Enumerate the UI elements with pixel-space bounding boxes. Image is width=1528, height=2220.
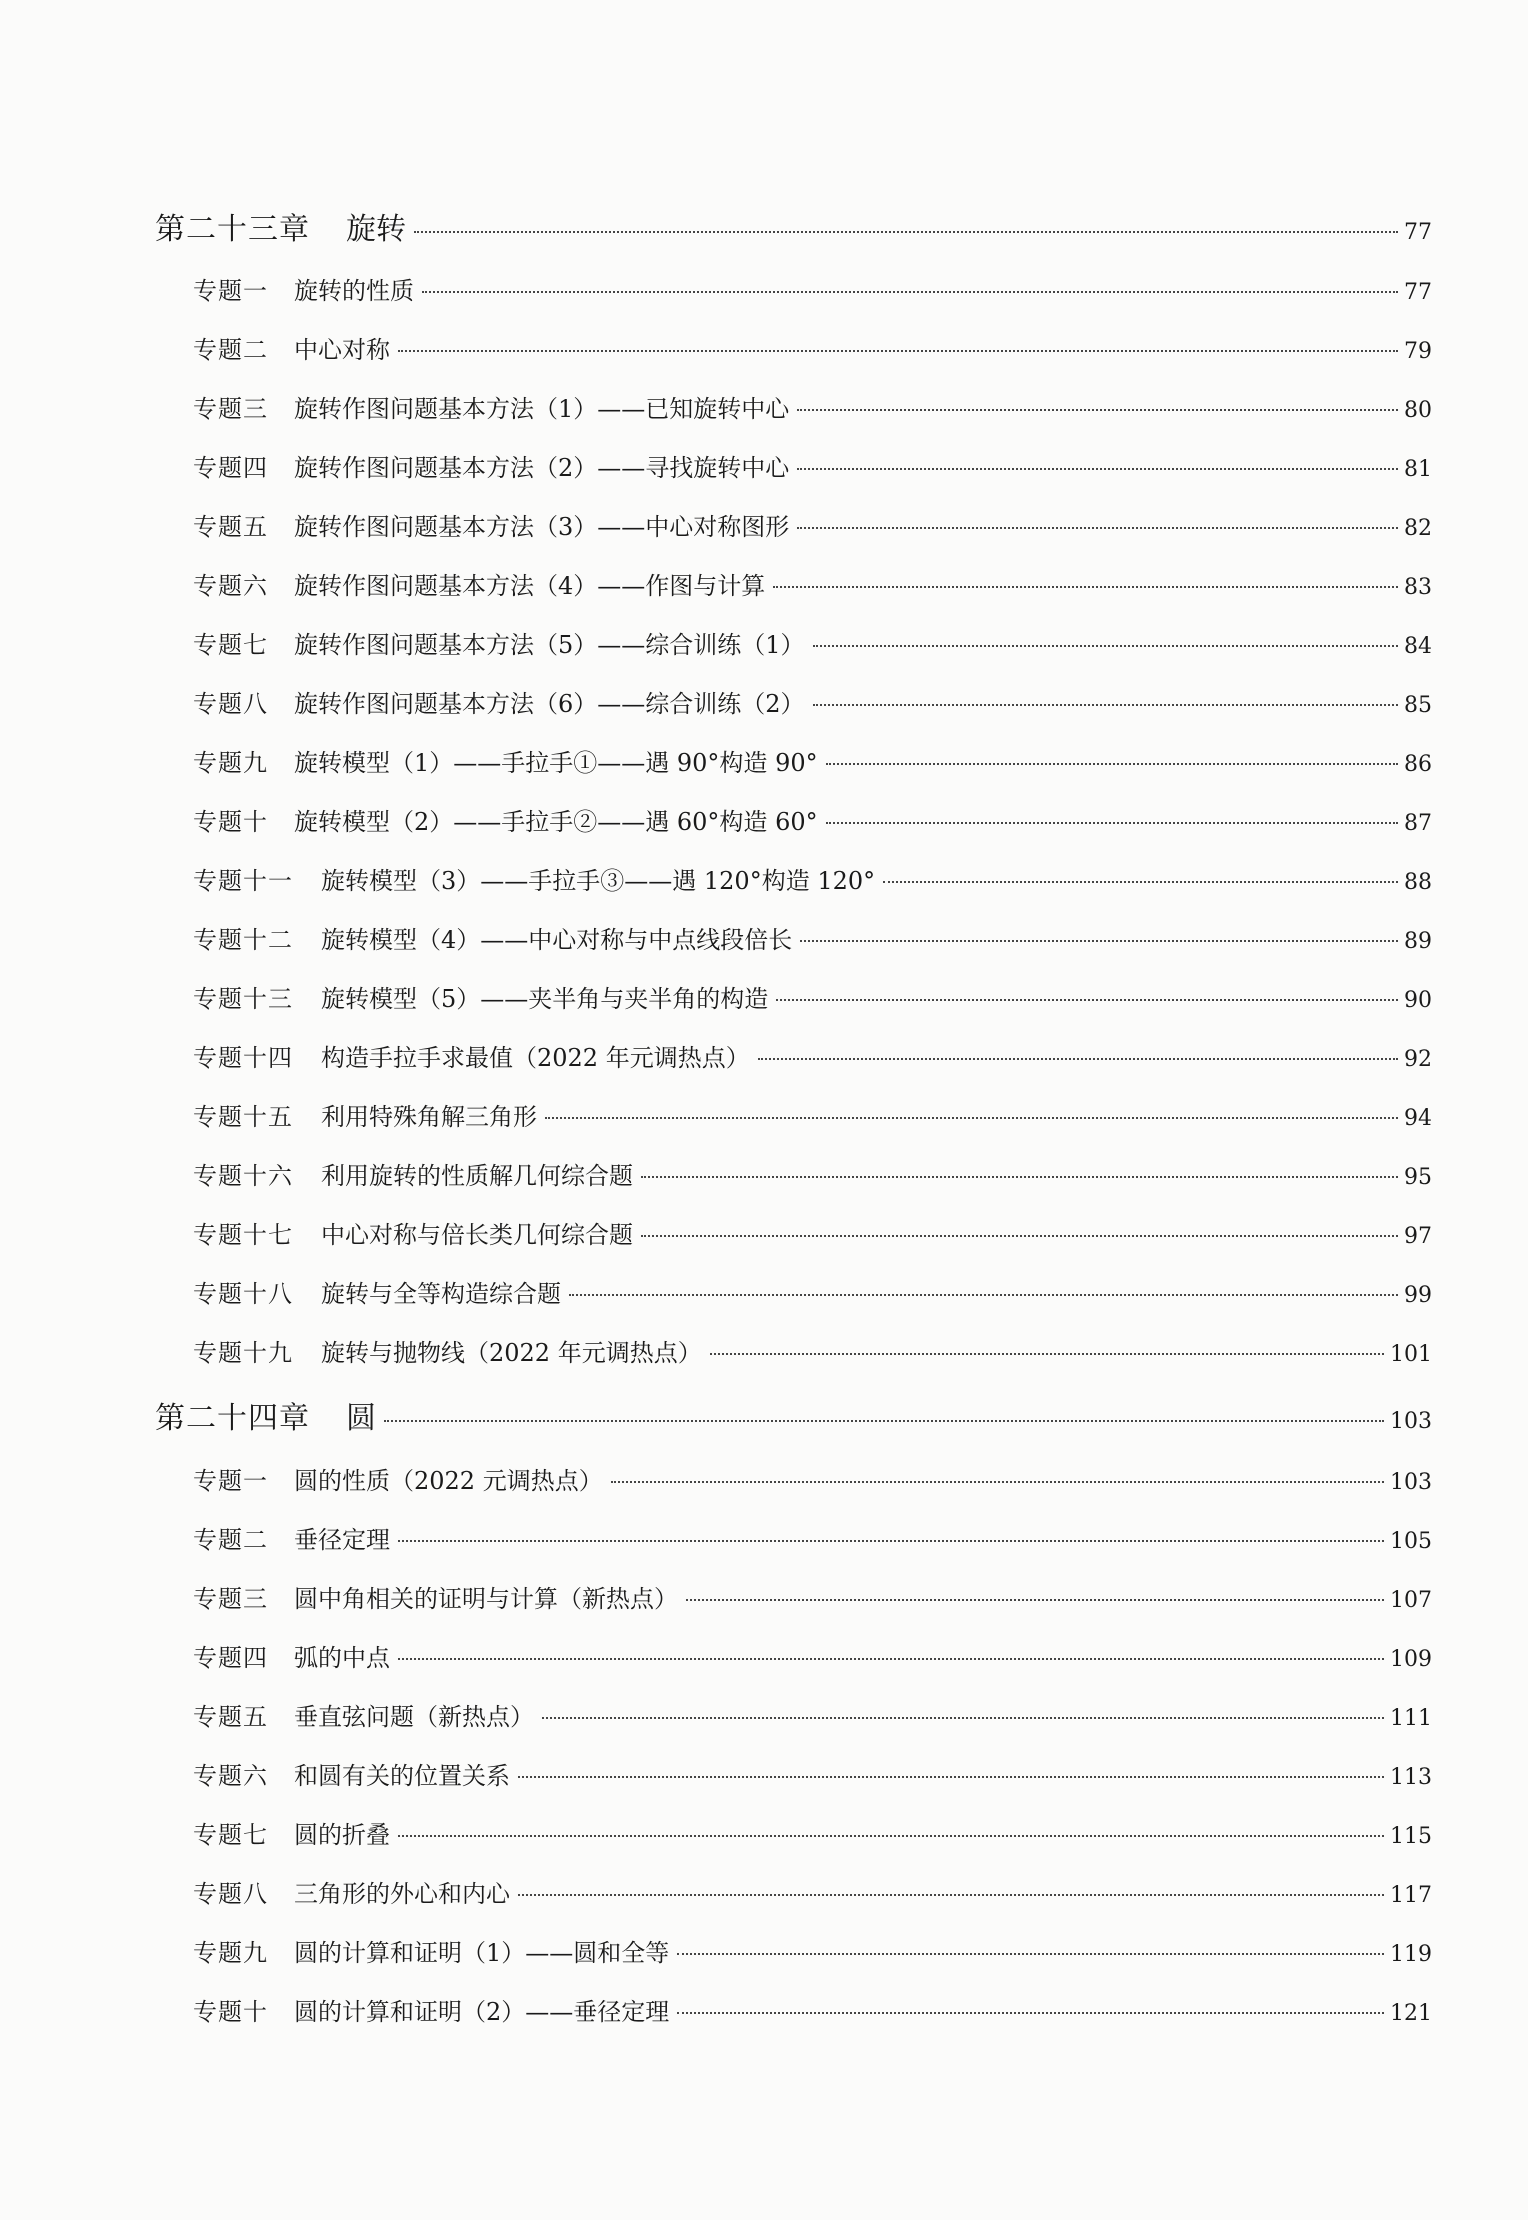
dot-leader bbox=[569, 1294, 1398, 1296]
toc-section[interactable] bbox=[193, 1579, 1432, 1614]
section-title: 利用旋转的性质解几何综合题 bbox=[321, 1162, 633, 1190]
toc-section[interactable] bbox=[193, 1638, 1432, 1673]
section-page-number: 87 bbox=[1404, 811, 1432, 836]
dot-leader bbox=[641, 1176, 1398, 1178]
section-title: 旋转作图问题基本方法（6）——综合训练（2） bbox=[294, 690, 805, 718]
toc-section[interactable] bbox=[193, 1097, 1432, 1132]
toc-section[interactable] bbox=[193, 1038, 1432, 1073]
section-title: 旋转作图问题基本方法（1）——已知旋转中心 bbox=[294, 395, 790, 423]
dot-leader bbox=[797, 468, 1398, 470]
dot-leader bbox=[398, 350, 1398, 352]
toc-section[interactable] bbox=[193, 1697, 1432, 1732]
dot-leader bbox=[398, 1835, 1384, 1837]
dot-leader bbox=[542, 1717, 1384, 1719]
section-page-number: 113 bbox=[1390, 1765, 1432, 1790]
toc-section[interactable] bbox=[193, 507, 1432, 542]
section-title: 旋转模型（4）——中心对称与中点线段倍长 bbox=[321, 926, 793, 954]
dot-leader bbox=[518, 1894, 1384, 1896]
toc-section[interactable] bbox=[193, 684, 1432, 719]
section-page-number: 95 bbox=[1404, 1165, 1432, 1190]
section-number: 专题五 bbox=[193, 1703, 268, 1731]
section-title: 构造手拉手求最值（2022 年元调热点） bbox=[321, 1044, 750, 1072]
toc-section[interactable] bbox=[193, 1874, 1432, 1909]
section-title: 中心对称 bbox=[294, 336, 390, 364]
section-title: 垂直弦问题（新热点） bbox=[294, 1703, 534, 1731]
dot-leader bbox=[797, 409, 1398, 411]
dot-leader bbox=[398, 1540, 1384, 1542]
dot-leader bbox=[826, 763, 1398, 765]
section-title: 旋转与全等构造综合题 bbox=[321, 1280, 561, 1308]
section-number: 专题二 bbox=[193, 336, 268, 364]
dot-leader bbox=[813, 645, 1398, 647]
toc-section[interactable] bbox=[193, 625, 1432, 660]
section-page-number: 82 bbox=[1404, 516, 1432, 541]
section-number: 专题十三 bbox=[193, 985, 293, 1013]
section-number: 专题十七 bbox=[193, 1221, 293, 1249]
section-page-number: 109 bbox=[1390, 1647, 1432, 1672]
dot-leader bbox=[758, 1058, 1398, 1060]
dot-leader bbox=[677, 2012, 1384, 2014]
toc-section[interactable] bbox=[193, 1274, 1432, 1309]
toc-section[interactable] bbox=[193, 1756, 1432, 1791]
section-title: 旋转作图问题基本方法（4）——作图与计算 bbox=[294, 572, 766, 600]
dot-leader bbox=[398, 1658, 1384, 1660]
chapter-title: 旋转 bbox=[346, 212, 406, 247]
section-number: 专题四 bbox=[193, 454, 268, 482]
dot-leader bbox=[797, 527, 1398, 529]
chapter-page-number: 77 bbox=[1404, 220, 1432, 245]
section-page-number: 99 bbox=[1404, 1283, 1432, 1308]
section-number: 专题四 bbox=[193, 1644, 268, 1672]
toc-section[interactable] bbox=[193, 1333, 1432, 1368]
section-title: 旋转作图问题基本方法（3）——中心对称图形 bbox=[294, 513, 790, 541]
section-number: 专题八 bbox=[193, 690, 268, 718]
section-page-number: 90 bbox=[1404, 988, 1432, 1013]
dot-leader bbox=[826, 822, 1398, 824]
section-number: 专题三 bbox=[193, 1585, 268, 1613]
toc-section[interactable] bbox=[193, 566, 1432, 601]
toc-section[interactable] bbox=[193, 920, 1432, 955]
dot-leader bbox=[611, 1481, 1384, 1483]
section-number: 专题十四 bbox=[193, 1044, 293, 1072]
section-page-number: 121 bbox=[1390, 2001, 1432, 2026]
section-number: 专题十二 bbox=[193, 926, 293, 954]
dot-leader bbox=[773, 586, 1398, 588]
section-page-number: 81 bbox=[1404, 457, 1432, 482]
chapter-number: 第二十四章 bbox=[155, 1401, 310, 1436]
dot-leader bbox=[422, 291, 1398, 293]
toc-section[interactable] bbox=[193, 1156, 1432, 1191]
section-number: 专题十五 bbox=[193, 1103, 293, 1131]
toc-chapter-24[interactable] bbox=[155, 1393, 1432, 1437]
section-page-number: 92 bbox=[1404, 1047, 1432, 1072]
section-page-number: 119 bbox=[1390, 1942, 1432, 1967]
section-page-number: 94 bbox=[1404, 1106, 1432, 1131]
section-page-number: 107 bbox=[1390, 1588, 1432, 1613]
section-page-number: 111 bbox=[1390, 1706, 1432, 1731]
toc-section[interactable] bbox=[193, 330, 1432, 365]
section-number: 专题十九 bbox=[193, 1339, 293, 1367]
section-page-number: 115 bbox=[1390, 1824, 1432, 1849]
chapter-title: 圆 bbox=[346, 1401, 376, 1436]
section-title: 圆的计算和证明（2）——垂径定理 bbox=[294, 1998, 670, 2026]
section-number: 专题八 bbox=[193, 1880, 268, 1908]
section-page-number: 105 bbox=[1390, 1529, 1432, 1554]
dot-leader bbox=[677, 1953, 1384, 1955]
section-number: 专题九 bbox=[193, 1939, 268, 1967]
section-title: 旋转模型（2）——手拉手②——遇 60°构造 60° bbox=[294, 808, 818, 836]
section-number: 专题六 bbox=[193, 572, 268, 600]
section-page-number: 103 bbox=[1390, 1470, 1432, 1495]
section-number: 专题三 bbox=[193, 395, 268, 423]
dot-leader bbox=[518, 1776, 1384, 1778]
toc-section[interactable] bbox=[193, 1520, 1432, 1555]
dot-leader bbox=[710, 1353, 1384, 1355]
section-title: 圆的计算和证明（1）——圆和全等 bbox=[294, 1939, 670, 1967]
dot-leader bbox=[384, 1420, 1384, 1422]
section-title: 圆中角相关的证明与计算（新热点） bbox=[294, 1585, 678, 1613]
section-page-number: 79 bbox=[1404, 339, 1432, 364]
section-number: 专题十 bbox=[193, 808, 268, 836]
section-title: 圆的性质（2022 元调热点） bbox=[294, 1467, 603, 1495]
section-title: 旋转模型（3）——手拉手③——遇 120°构造 120° bbox=[321, 867, 876, 895]
section-page-number: 88 bbox=[1404, 870, 1432, 895]
section-number: 专题十一 bbox=[193, 867, 293, 895]
section-title: 圆的折叠 bbox=[294, 1821, 390, 1849]
dot-leader bbox=[883, 881, 1398, 883]
toc-section[interactable] bbox=[193, 802, 1432, 837]
section-page-number: 117 bbox=[1390, 1883, 1432, 1908]
dot-leader bbox=[686, 1599, 1384, 1601]
section-title: 旋转模型（1）——手拉手①——遇 90°构造 90° bbox=[294, 749, 818, 777]
toc-section[interactable] bbox=[193, 1215, 1432, 1250]
toc-chapter-23[interactable] bbox=[155, 204, 1432, 248]
toc-section[interactable] bbox=[193, 1933, 1432, 1968]
chapter-number: 第二十三章 bbox=[155, 212, 310, 247]
section-title: 旋转作图问题基本方法（5）——综合训练（1） bbox=[294, 631, 805, 659]
section-page-number: 89 bbox=[1404, 929, 1432, 954]
section-number: 专题一 bbox=[193, 1467, 268, 1495]
dot-leader bbox=[813, 704, 1398, 706]
section-page-number: 83 bbox=[1404, 575, 1432, 600]
toc-section[interactable] bbox=[193, 861, 1432, 896]
section-number: 专题九 bbox=[193, 749, 268, 777]
section-number: 专题十 bbox=[193, 1998, 268, 2026]
section-page-number: 80 bbox=[1404, 398, 1432, 423]
section-title: 弧的中点 bbox=[294, 1644, 390, 1672]
section-title: 和圆有关的位置关系 bbox=[294, 1762, 510, 1790]
section-number: 专题十八 bbox=[193, 1280, 293, 1308]
toc-section[interactable] bbox=[193, 1992, 1432, 2027]
section-title: 旋转的性质 bbox=[294, 277, 414, 305]
section-page-number: 86 bbox=[1404, 752, 1432, 777]
section-title: 中心对称与倍长类几何综合题 bbox=[321, 1221, 633, 1249]
dot-leader bbox=[641, 1235, 1398, 1237]
toc-section[interactable] bbox=[193, 389, 1432, 424]
section-page-number: 77 bbox=[1404, 280, 1432, 305]
section-page-number: 85 bbox=[1404, 693, 1432, 718]
section-number: 专题六 bbox=[193, 1762, 268, 1790]
chapter-page-number: 103 bbox=[1390, 1409, 1432, 1434]
section-number: 专题二 bbox=[193, 1526, 268, 1554]
dot-leader bbox=[414, 231, 1398, 233]
section-title: 三角形的外心和内心 bbox=[294, 1880, 510, 1908]
toc-section[interactable] bbox=[193, 743, 1432, 778]
dot-leader bbox=[800, 940, 1398, 942]
section-number: 专题七 bbox=[193, 631, 268, 659]
section-number: 专题十六 bbox=[193, 1162, 293, 1190]
dot-leader bbox=[776, 999, 1398, 1001]
section-title: 利用特殊角解三角形 bbox=[321, 1103, 537, 1131]
section-title: 旋转模型（5）——夹半角与夹半角的构造 bbox=[321, 985, 769, 1013]
section-number: 专题五 bbox=[193, 513, 268, 541]
dot-leader bbox=[545, 1117, 1398, 1119]
toc-section[interactable] bbox=[193, 1461, 1432, 1496]
section-page-number: 101 bbox=[1390, 1342, 1432, 1367]
toc-section[interactable] bbox=[193, 271, 1432, 306]
section-title: 垂径定理 bbox=[294, 1526, 390, 1554]
section-title: 旋转作图问题基本方法（2）——寻找旋转中心 bbox=[294, 454, 790, 482]
toc-section[interactable] bbox=[193, 448, 1432, 483]
section-number: 专题七 bbox=[193, 1821, 268, 1849]
section-number: 专题一 bbox=[193, 277, 268, 305]
section-title: 旋转与抛物线（2022 年元调热点） bbox=[321, 1339, 702, 1367]
toc-section[interactable] bbox=[193, 979, 1432, 1014]
section-page-number: 84 bbox=[1404, 634, 1432, 659]
section-page-number: 97 bbox=[1404, 1224, 1432, 1249]
toc-section[interactable] bbox=[193, 1815, 1432, 1850]
